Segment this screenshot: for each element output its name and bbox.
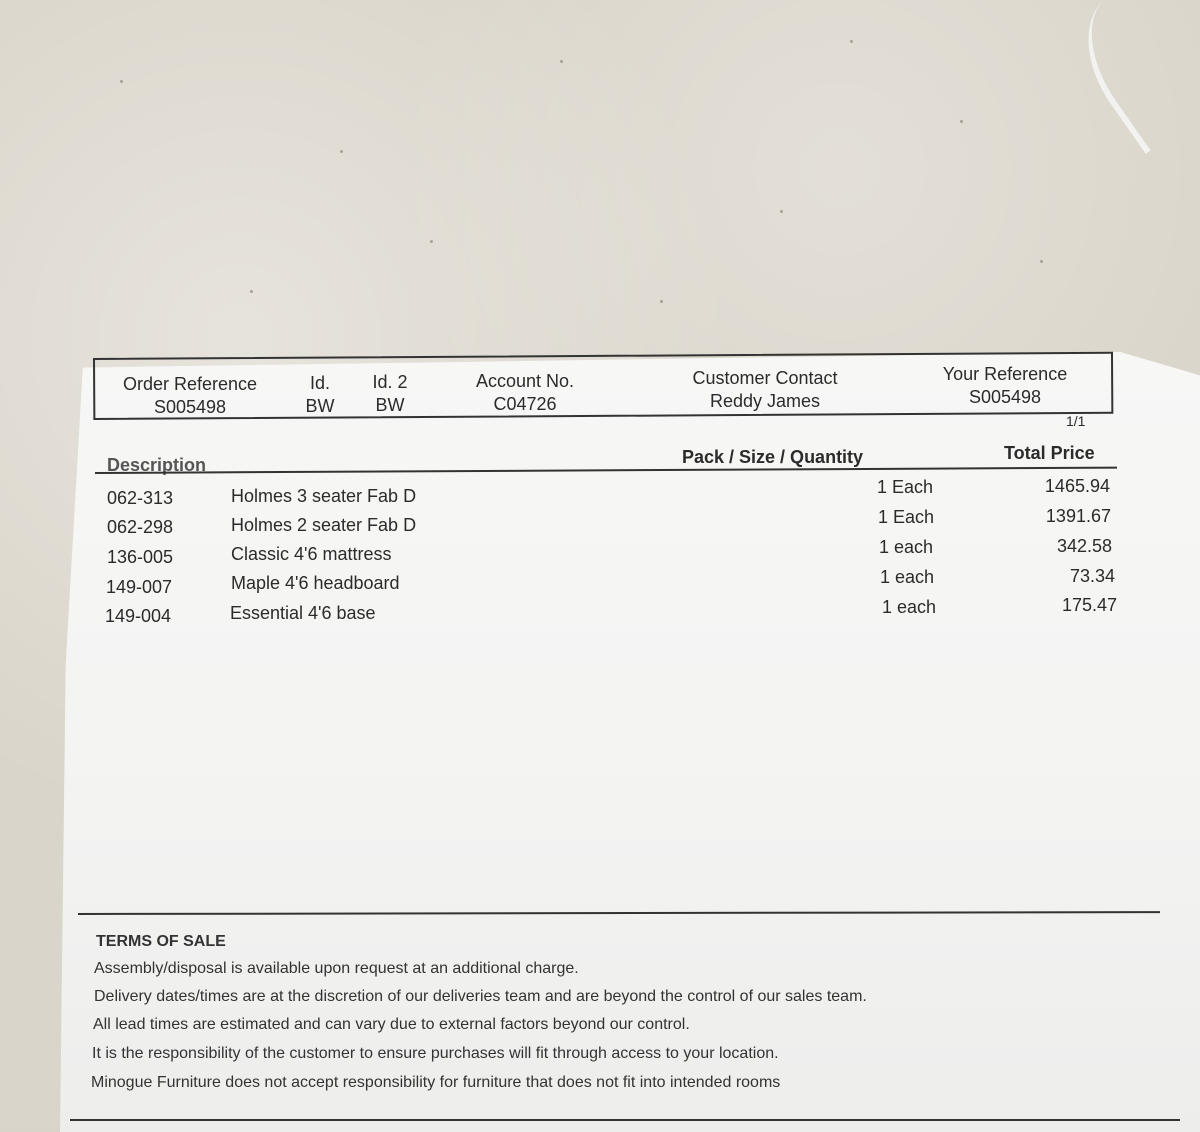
terms-line: Delivery dates/times are at the discretion of our deliveries team and are beyond the control of our sales team. — [94, 988, 867, 1005]
id-label: Id. — [309, 373, 330, 393]
item-price: 1391.67 — [1045, 506, 1111, 526]
item-quantity: 1 each — [882, 597, 937, 617]
item-code: 149-004 — [105, 606, 172, 626]
your-reference — [920, 363, 1090, 409]
item-code: 136-005 — [107, 547, 174, 567]
contact-label: Customer Contact — [692, 368, 838, 388]
contact-value: Reddy James — [709, 391, 821, 411]
account-label: Account No. — [475, 371, 575, 391]
item-code: 149-007 — [106, 577, 173, 597]
item-description: Classic 4'6 mattress — [231, 544, 392, 564]
order-reference-label: Order Reference — [122, 374, 258, 394]
item-description: Maple 4'6 headboard — [231, 573, 400, 593]
account-number — [455, 370, 595, 416]
terms-line: All lead times are estimated and can vary due to external factors beyond our control. — [93, 1016, 690, 1033]
page-number: 1/1 — [1066, 413, 1086, 429]
account-value: C04726 — [493, 394, 557, 414]
item-quantity: 1 Each — [877, 477, 934, 497]
item-quantity: 1 each — [879, 537, 934, 557]
id2-value: BW — [375, 395, 405, 415]
item-description: Holmes 3 seater Fab D — [231, 486, 417, 506]
item-price: 1465.94 — [1044, 476, 1110, 496]
order-reference-value: S005498 — [153, 397, 227, 417]
item-description: Holmes 2 seater Fab D — [231, 515, 417, 535]
id-field — [290, 372, 350, 418]
pack-size-quantity-column-header: Pack / Size / Quantity — [682, 447, 864, 467]
item-price: 342.58 — [1056, 536, 1112, 556]
item-code: 062-313 — [107, 488, 174, 508]
item-quantity: 1 each — [880, 567, 935, 587]
item-price: 175.47 — [1061, 595, 1117, 615]
terms-line: It is the responsibility of the customer to ensure purchases will fit through access to your location. — [92, 1045, 779, 1062]
id-value: BW — [305, 396, 335, 416]
order-reference — [110, 373, 270, 419]
terms-line: Assembly/disposal is available upon request at an additional charge. — [94, 960, 579, 977]
your-ref-label: Your Reference — [942, 364, 1068, 384]
item-code: 062-298 — [107, 517, 174, 537]
id2-label: Id. 2 — [372, 372, 408, 392]
terms-divider-bottom — [70, 1119, 1180, 1121]
terms-line: Minogue Furniture does not accept responsibility for furniture that does not fit into intended rooms — [91, 1074, 781, 1091]
terms-title: TERMS OF SALE — [96, 933, 226, 950]
item-price: 73.34 — [1069, 566, 1115, 586]
id2-field — [355, 371, 425, 417]
item-quantity: 1 Each — [878, 507, 935, 527]
customer-contact — [670, 367, 860, 413]
item-description: Essential 4'6 base — [230, 603, 376, 623]
your-ref-value: S005498 — [968, 387, 1042, 407]
total-price-column-header: Total Price — [1004, 443, 1095, 463]
description-column-header: Description — [107, 455, 207, 475]
